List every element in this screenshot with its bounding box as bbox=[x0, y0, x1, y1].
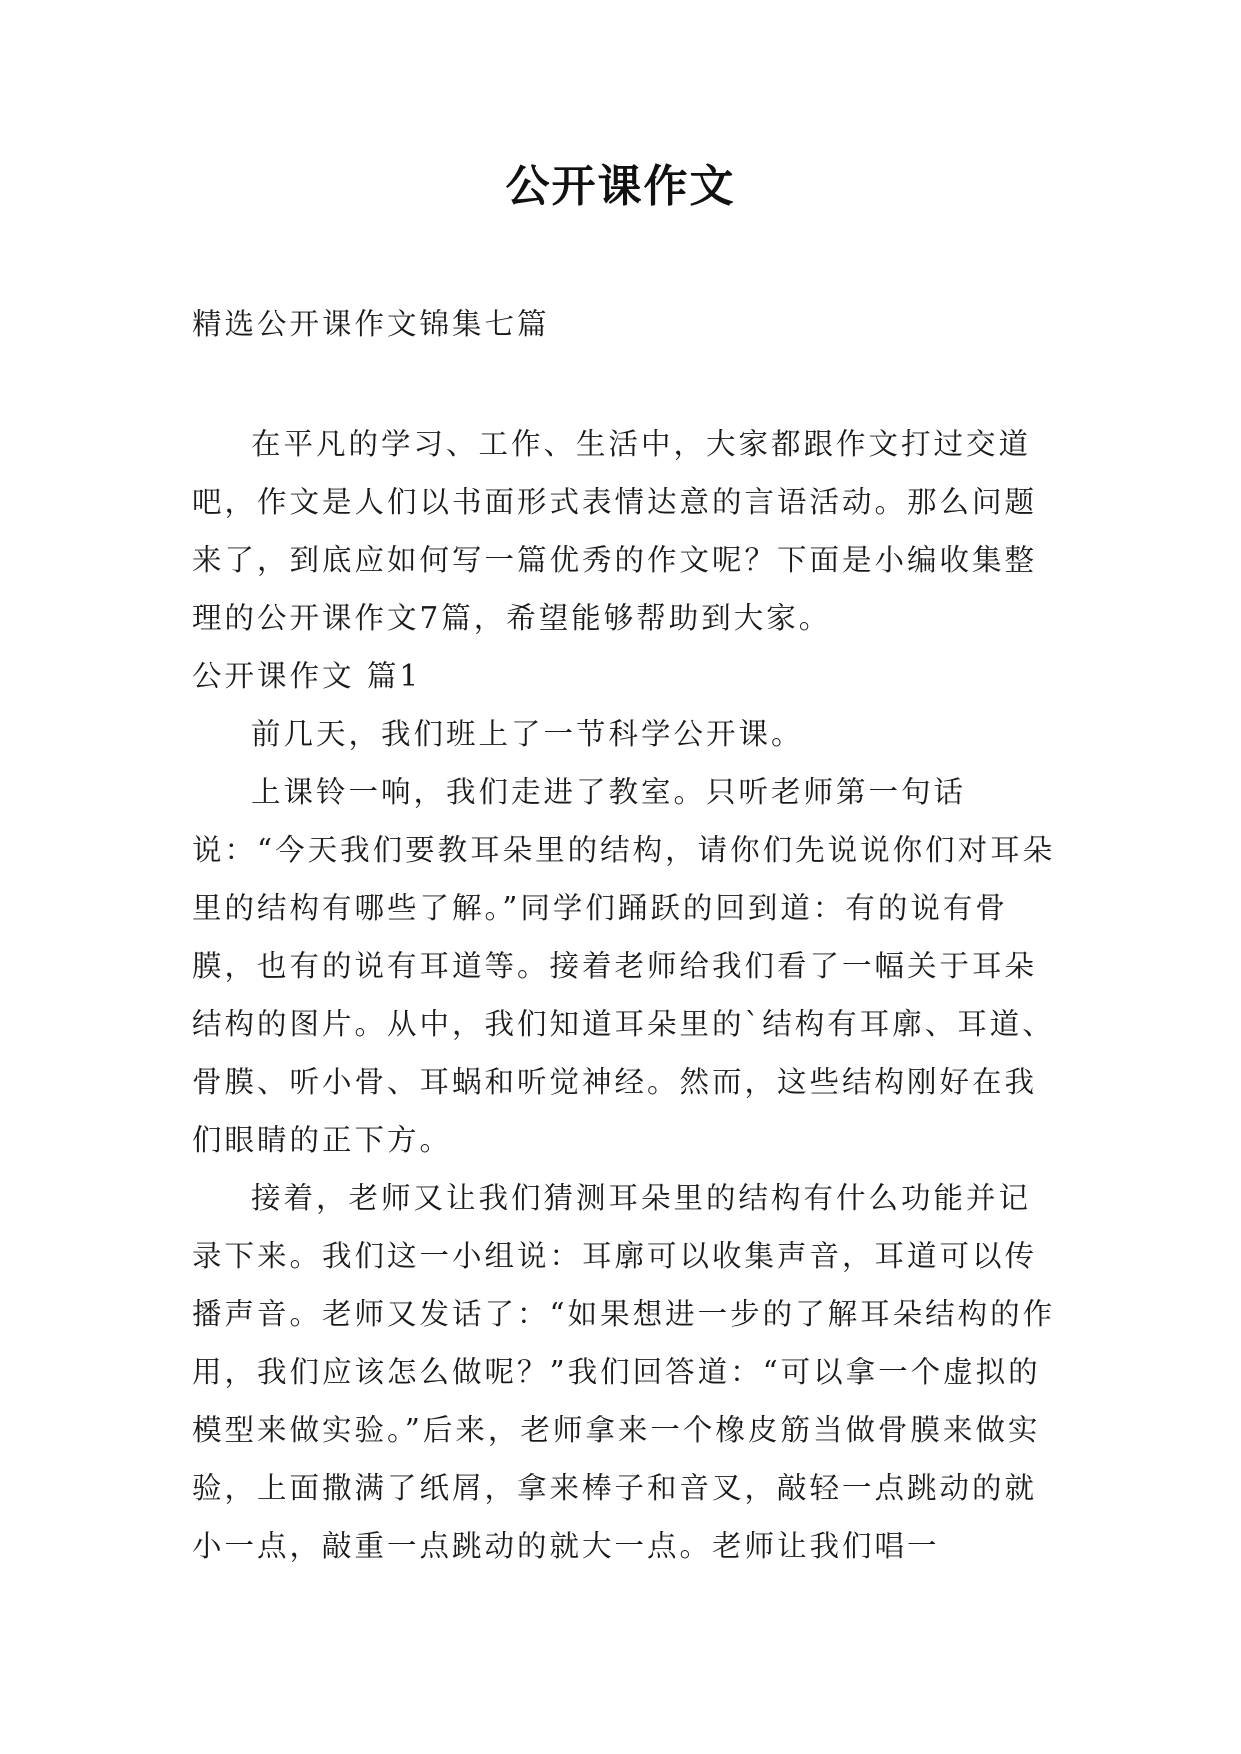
document-title: 公开课作文 bbox=[505, 161, 736, 212]
intro-paragraph: 在平凡的学习、工作、生活中，大家都跟作文打过交道吧，作文是人们以书面形式表情达意的言语活动。那么问题来了，到底应如何写一篇优秀的作文呢？下面是小编收集整理的公开课作文7篇，希望能够帮助到大家。 bbox=[192, 427, 1038, 635]
document-body bbox=[192, 295, 1062, 1575]
body-paragraph: 接着，老师又让我们猜测耳朵里的结构有什么功能并记录下来。我们这一小组说：耳廓可以收集声音，耳道可以传播声音。老师又发话了：“如果想进一步的了解耳朵结构的作用，我们应该怎么做呢？”我们回答道：“可以拿一个虚拟的模型来做实验。”后来，老师拿来一个橡皮筋当做骨膜来做实验，上面撒满了纸屑，拿来棒子和音叉，敲轻一点跳动的就小一点，敲重一点跳动的就大一点。老师让我们唱一 bbox=[192, 1181, 1056, 1563]
body-paragraph: 上课铃一响，我们走进了教室。只听老师第一句话说：“今天我们要教耳朵里的结构，请你们先说说你们对耳朵里的结构有哪些了解。”同学们踊跃的回到道：有的说有骨膜，也有的说有耳道等。接着老师给我们看了一幅关于耳朵结构的图片。从中，我们知道耳朵里的`结构有耳廓、耳道、骨膜、听小骨、耳蜗和听觉神经。然而，这些结构刚好在我们眼睛的正下方。 bbox=[192, 775, 1056, 1157]
body-paragraph: 前几天，我们班上了一节科学公开课。 bbox=[251, 717, 804, 751]
section-heading: 公开课作文 篇1 bbox=[192, 659, 422, 693]
document-subtitle: 精选公开课作文锦集七篇 bbox=[192, 307, 550, 341]
